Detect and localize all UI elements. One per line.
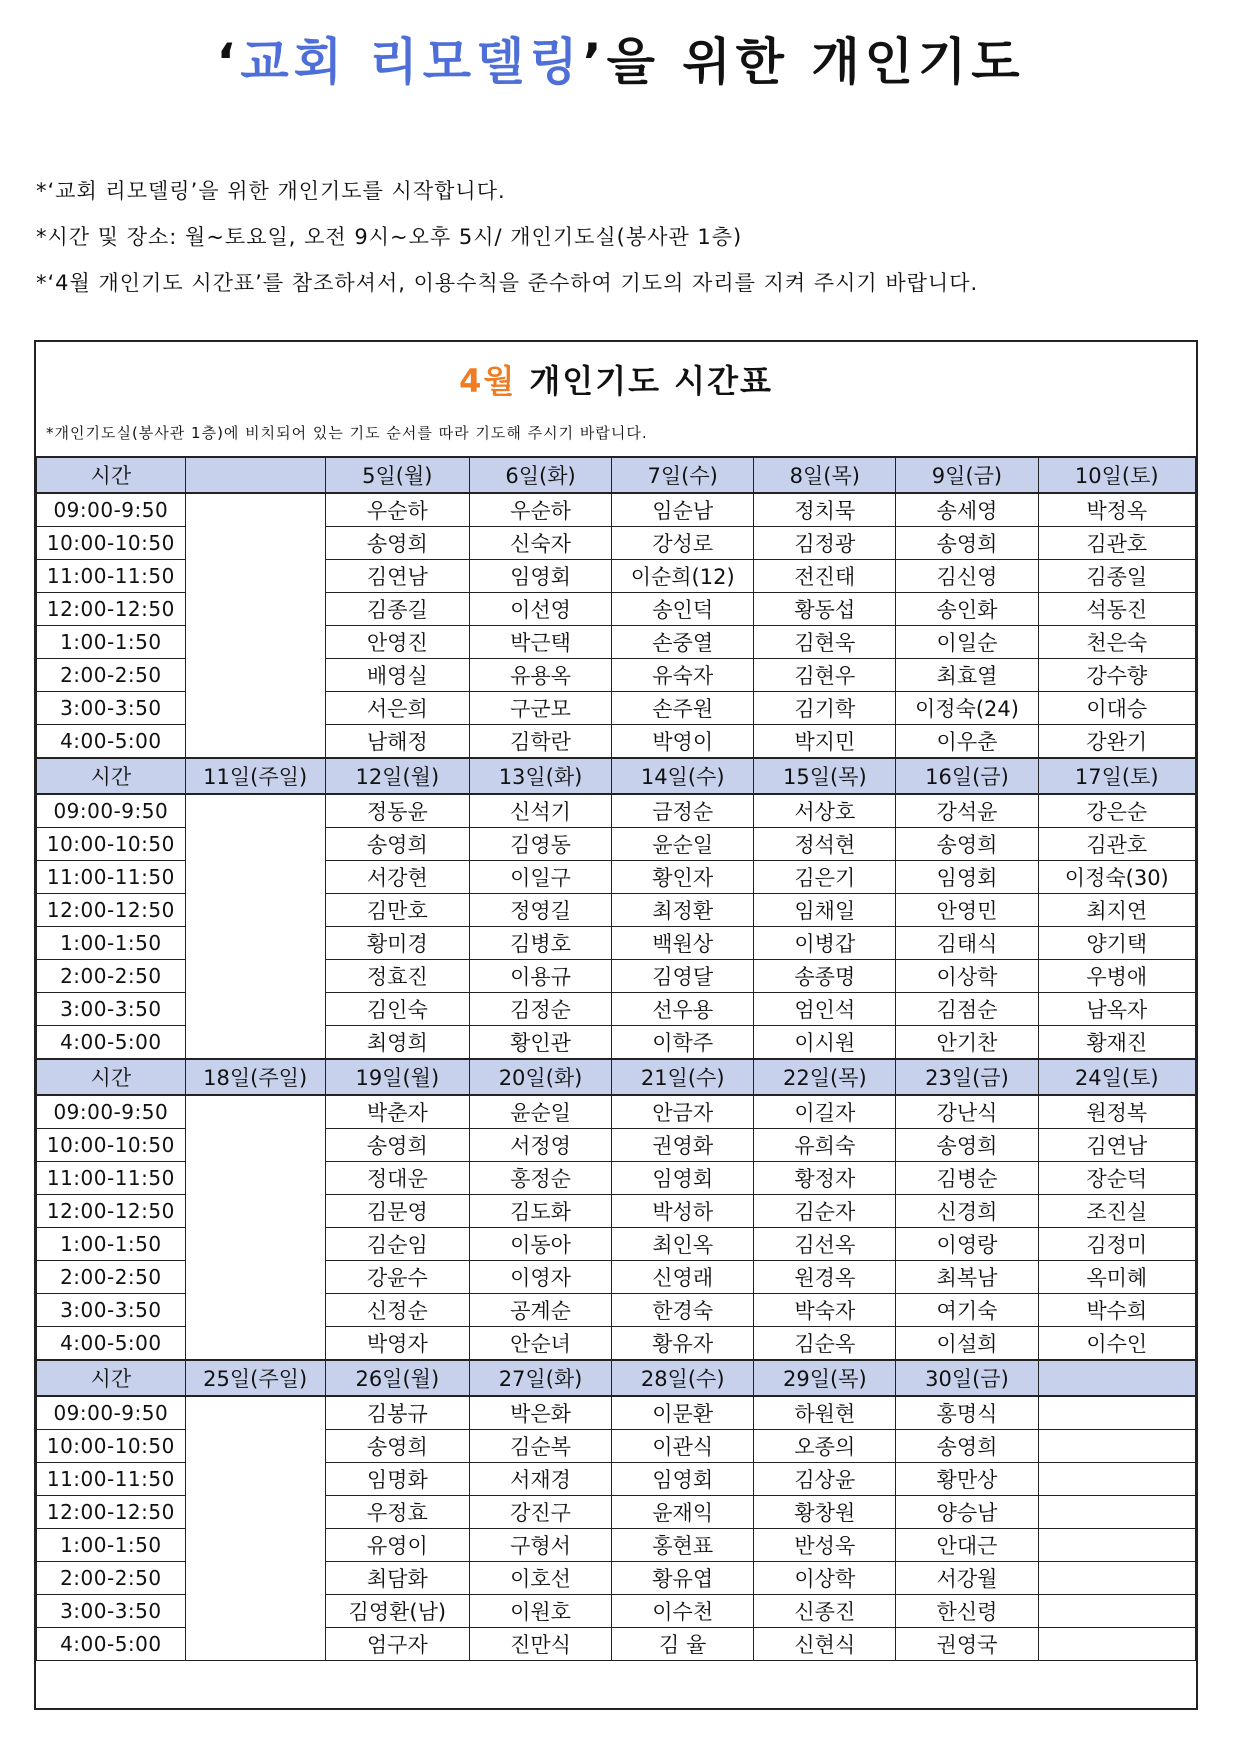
intro-line-guidance: *‘4월 개인기도 시간표’를 참조하셔서, 이용수칙을 준수하여 기도의 자리를 지켜 주시기 바랍니다. — [36, 271, 979, 295]
name-cell: 김은기 — [754, 861, 896, 894]
name-cell: 박영이 — [612, 725, 754, 759]
name-cell: 이학주 — [612, 1026, 754, 1060]
name-cell — [1038, 1496, 1195, 1529]
day-header: 19일(월) — [325, 1059, 469, 1095]
name-cell: 권영화 — [612, 1129, 754, 1162]
name-cell: 공계순 — [469, 1294, 611, 1327]
name-cell: 우정효 — [325, 1496, 469, 1529]
name-cell: 안영진 — [325, 626, 469, 659]
name-cell: 정효진 — [325, 960, 469, 993]
name-cell: 김영동 — [469, 828, 611, 861]
time-slot: 2:00-2:50 — [37, 960, 186, 993]
name-cell: 천은숙 — [1038, 626, 1195, 659]
name-cell: 서정영 — [469, 1129, 611, 1162]
day-header: 14일(수) — [612, 758, 754, 794]
schedule-title — [36, 356, 1196, 402]
day-header: 24일(토) — [1038, 1059, 1195, 1095]
day-header: 8일(목) — [754, 457, 896, 493]
name-cell: 석동진 — [1038, 593, 1195, 626]
name-cell: 임영회 — [896, 861, 1038, 894]
name-cell: 서상호 — [754, 794, 896, 828]
name-cell: 임채일 — [754, 894, 896, 927]
name-cell: 유숙자 — [612, 659, 754, 692]
table-row — [37, 493, 1196, 527]
name-cell: 홍현표 — [612, 1529, 754, 1562]
name-cell: 김관호 — [1038, 828, 1195, 861]
name-cell: 강은순 — [1038, 794, 1195, 828]
name-cell: 박숙자 — [754, 1294, 896, 1327]
time-slot: 10:00-10:50 — [37, 1129, 186, 1162]
name-cell: 남해정 — [325, 725, 469, 759]
name-cell: 엄인석 — [754, 993, 896, 1026]
name-cell: 신경희 — [896, 1195, 1038, 1228]
name-cell: 권영국 — [896, 1628, 1038, 1661]
name-cell: 강진구 — [469, 1496, 611, 1529]
name-cell: 서재경 — [469, 1463, 611, 1496]
name-cell: 안기찬 — [896, 1026, 1038, 1060]
name-cell: 손주원 — [612, 692, 754, 725]
name-cell: 윤재익 — [612, 1496, 754, 1529]
name-cell: 안영민 — [896, 894, 1038, 927]
name-cell: 옥미혜 — [1038, 1261, 1195, 1294]
name-cell: 김상윤 — [754, 1463, 896, 1496]
name-cell: 강완기 — [1038, 725, 1195, 759]
time-slot: 12:00-12:50 — [37, 1195, 186, 1228]
name-cell: 김연남 — [1038, 1129, 1195, 1162]
name-cell: 황재진 — [1038, 1026, 1195, 1060]
time-slot: 11:00-11:50 — [37, 560, 186, 593]
name-cell: 김정미 — [1038, 1228, 1195, 1261]
time-header: 시간 — [37, 1059, 186, 1095]
name-cell: 이정숙(24) — [896, 692, 1038, 725]
name-cell: 이우춘 — [896, 725, 1038, 759]
name-cell: 김순복 — [469, 1430, 611, 1463]
time-slot: 3:00-3:50 — [37, 1294, 186, 1327]
name-cell: 황미경 — [325, 927, 469, 960]
name-cell: 박수희 — [1038, 1294, 1195, 1327]
schedule-title-rest: 개인기도 시간표 — [516, 362, 773, 400]
schedule-note: *개인기도실(봉사관 1층)에 비치되어 있는 기도 순서를 따라 기도해 주시기 바랍니다. — [46, 424, 648, 442]
name-cell: 임영회 — [612, 1162, 754, 1195]
name-cell: 김신영 — [896, 560, 1038, 593]
name-cell: 김인숙 — [325, 993, 469, 1026]
day-header: 15일(목) — [754, 758, 896, 794]
sunday-blank-cell — [185, 1396, 325, 1661]
time-slot: 3:00-3:50 — [37, 692, 186, 725]
name-cell: 정동윤 — [325, 794, 469, 828]
sunday-header — [185, 457, 325, 493]
name-cell: 김기학 — [754, 692, 896, 725]
name-cell: 이관식 — [612, 1430, 754, 1463]
name-cell: 금정순 — [612, 794, 754, 828]
time-slot: 4:00-5:00 — [37, 1026, 186, 1060]
name-cell: 양기택 — [1038, 927, 1195, 960]
time-header: 시간 — [37, 457, 186, 493]
name-cell: 선우용 — [612, 993, 754, 1026]
time-slot: 1:00-1:50 — [37, 1228, 186, 1261]
name-cell: 진만식 — [469, 1628, 611, 1661]
day-header: 26일(월) — [325, 1360, 469, 1396]
name-cell: 신영래 — [612, 1261, 754, 1294]
time-slot: 1:00-1:50 — [37, 626, 186, 659]
name-cell: 송영희 — [896, 1430, 1038, 1463]
name-cell: 김영환(남) — [325, 1595, 469, 1628]
name-cell — [1038, 1430, 1195, 1463]
name-cell: 이일구 — [469, 861, 611, 894]
time-slot: 11:00-11:50 — [37, 861, 186, 894]
name-cell: 김병호 — [469, 927, 611, 960]
name-cell: 김병순 — [896, 1162, 1038, 1195]
name-cell: 송인덕 — [612, 593, 754, 626]
name-cell: 강수향 — [1038, 659, 1195, 692]
day-header: 16일(금) — [896, 758, 1038, 794]
week-header-row — [37, 1360, 1196, 1396]
name-cell: 박영자 — [325, 1327, 469, 1361]
week-header-row — [37, 457, 1196, 493]
name-cell: 황창원 — [754, 1496, 896, 1529]
name-cell: 최담화 — [325, 1562, 469, 1595]
name-cell: 송영희 — [325, 828, 469, 861]
day-header: 7일(수) — [612, 457, 754, 493]
name-cell: 우병애 — [1038, 960, 1195, 993]
time-slot: 1:00-1:50 — [37, 1529, 186, 1562]
name-cell: 이수인 — [1038, 1327, 1195, 1361]
sunday-header: 18일(주일) — [185, 1059, 325, 1095]
name-cell: 윤순일 — [612, 828, 754, 861]
time-slot: 11:00-11:50 — [37, 1463, 186, 1496]
name-cell: 김문영 — [325, 1195, 469, 1228]
name-cell: 남옥자 — [1038, 993, 1195, 1026]
time-slot: 3:00-3:50 — [37, 1595, 186, 1628]
name-cell: 이순희(12) — [612, 560, 754, 593]
name-cell: 배영실 — [325, 659, 469, 692]
name-cell: 황인관 — [469, 1026, 611, 1060]
name-cell: 반성욱 — [754, 1529, 896, 1562]
name-cell: 정치묵 — [754, 493, 896, 527]
name-cell: 이상학 — [754, 1562, 896, 1595]
day-header: 20일(화) — [469, 1059, 611, 1095]
name-cell: 정석현 — [754, 828, 896, 861]
name-cell: 최복남 — [896, 1261, 1038, 1294]
name-cell: 신석기 — [469, 794, 611, 828]
name-cell: 박근택 — [469, 626, 611, 659]
name-cell: 송영희 — [325, 527, 469, 560]
name-cell: 최정환 — [612, 894, 754, 927]
name-cell: 서강월 — [896, 1562, 1038, 1595]
table-row — [37, 794, 1196, 828]
name-cell: 박정옥 — [1038, 493, 1195, 527]
name-cell: 박춘자 — [325, 1095, 469, 1129]
name-cell — [1038, 1529, 1195, 1562]
time-slot: 2:00-2:50 — [37, 1261, 186, 1294]
name-cell: 이상학 — [896, 960, 1038, 993]
name-cell: 전진태 — [754, 560, 896, 593]
day-header — [1038, 1360, 1195, 1396]
time-header: 시간 — [37, 758, 186, 794]
time-slot: 3:00-3:50 — [37, 993, 186, 1026]
table-row — [37, 1095, 1196, 1129]
intro-line-time-place: *시간 및 장소: 월~토요일, 오전 9시~오후 5시/ 개인기도실(봉사관 1층) — [36, 225, 743, 249]
time-slot: 2:00-2:50 — [37, 1562, 186, 1595]
name-cell: 이설희 — [896, 1327, 1038, 1361]
name-cell: 임영회 — [469, 560, 611, 593]
time-slot: 12:00-12:50 — [37, 1496, 186, 1529]
name-cell: 안금자 — [612, 1095, 754, 1129]
name-cell: 장순덕 — [1038, 1162, 1195, 1195]
day-header: 29일(목) — [754, 1360, 896, 1396]
time-slot: 09:00-9:50 — [37, 1095, 186, 1129]
day-header: 12일(월) — [325, 758, 469, 794]
table-row — [37, 1396, 1196, 1430]
name-cell: 서강현 — [325, 861, 469, 894]
name-cell: 임영회 — [612, 1463, 754, 1496]
name-cell: 한신령 — [896, 1595, 1038, 1628]
name-cell: 김 율 — [612, 1628, 754, 1661]
name-cell: 김점순 — [896, 993, 1038, 1026]
name-cell: 송영희 — [325, 1430, 469, 1463]
name-cell: 엄구자 — [325, 1628, 469, 1661]
name-cell: 송영희 — [896, 527, 1038, 560]
intro-line-start: *‘교회 리모델링’을 위한 개인기도를 시작합니다. — [36, 179, 506, 203]
name-cell: 이영자 — [469, 1261, 611, 1294]
name-cell: 우순하 — [469, 493, 611, 527]
name-cell — [1038, 1396, 1195, 1430]
name-cell: 이영랑 — [896, 1228, 1038, 1261]
day-header: 23일(금) — [896, 1059, 1038, 1095]
name-cell: 원경옥 — [754, 1261, 896, 1294]
name-cell: 신숙자 — [469, 527, 611, 560]
name-cell: 황동섭 — [754, 593, 896, 626]
name-cell: 한경숙 — [612, 1294, 754, 1327]
time-slot: 10:00-10:50 — [37, 828, 186, 861]
day-header: 10일(토) — [1038, 457, 1195, 493]
title-open-quote: ‘ — [216, 33, 241, 91]
name-cell: 김정순 — [469, 993, 611, 1026]
name-cell: 김정광 — [754, 527, 896, 560]
name-cell: 송종명 — [754, 960, 896, 993]
title-rest: ’을 위한 개인기도 — [582, 33, 1025, 91]
time-slot: 09:00-9:50 — [37, 794, 186, 828]
name-cell: 박지민 — [754, 725, 896, 759]
time-slot: 4:00-5:00 — [37, 1628, 186, 1661]
name-cell: 김순자 — [754, 1195, 896, 1228]
sunday-blank-cell — [185, 493, 325, 758]
time-slot: 10:00-10:50 — [37, 527, 186, 560]
day-header: 21일(수) — [612, 1059, 754, 1095]
name-cell: 안대근 — [896, 1529, 1038, 1562]
time-slot: 09:00-9:50 — [37, 493, 186, 527]
name-cell — [1038, 1595, 1195, 1628]
name-cell: 김종길 — [325, 593, 469, 626]
sunday-blank-cell — [185, 1095, 325, 1360]
schedule-title-month: 4월 — [459, 362, 517, 400]
intro-notes — [36, 168, 978, 306]
page-title — [0, 22, 1241, 94]
day-header: 28일(수) — [612, 1360, 754, 1396]
name-cell: 김순임 — [325, 1228, 469, 1261]
name-cell: 황만상 — [896, 1463, 1038, 1496]
name-cell: 김영달 — [612, 960, 754, 993]
day-header: 5일(월) — [325, 457, 469, 493]
name-cell: 구형서 — [469, 1529, 611, 1562]
name-cell: 황유자 — [612, 1327, 754, 1361]
name-cell: 하원현 — [754, 1396, 896, 1430]
time-slot: 4:00-5:00 — [37, 725, 186, 759]
name-cell: 이용규 — [469, 960, 611, 993]
time-slot: 1:00-1:50 — [37, 927, 186, 960]
schedule-table — [36, 456, 1196, 1661]
title-highlight: 교회 리모델링 — [240, 33, 583, 91]
name-cell: 김현욱 — [754, 626, 896, 659]
week-header-row — [37, 1059, 1196, 1095]
sunday-header: 25일(주일) — [185, 1360, 325, 1396]
name-cell: 오종의 — [754, 1430, 896, 1463]
name-cell: 이길자 — [754, 1095, 896, 1129]
name-cell: 송인화 — [896, 593, 1038, 626]
name-cell: 강석윤 — [896, 794, 1038, 828]
name-cell: 임순남 — [612, 493, 754, 527]
name-cell: 김선옥 — [754, 1228, 896, 1261]
sunday-blank-cell — [185, 794, 325, 1059]
name-cell: 송영희 — [896, 1129, 1038, 1162]
name-cell: 안순녀 — [469, 1327, 611, 1361]
day-header: 30일(금) — [896, 1360, 1038, 1396]
name-cell: 최효열 — [896, 659, 1038, 692]
name-cell: 강윤수 — [325, 1261, 469, 1294]
name-cell: 황인자 — [612, 861, 754, 894]
name-cell: 원정복 — [1038, 1095, 1195, 1129]
name-cell: 김만호 — [325, 894, 469, 927]
name-cell: 김관호 — [1038, 527, 1195, 560]
name-cell: 유희숙 — [754, 1129, 896, 1162]
name-cell: 강성로 — [612, 527, 754, 560]
name-cell: 홍정순 — [469, 1162, 611, 1195]
name-cell: 이선영 — [469, 593, 611, 626]
day-header: 9일(금) — [896, 457, 1038, 493]
name-cell: 김순옥 — [754, 1327, 896, 1361]
name-cell: 손중열 — [612, 626, 754, 659]
name-cell: 신종진 — [754, 1595, 896, 1628]
name-cell: 이동아 — [469, 1228, 611, 1261]
name-cell: 양승남 — [896, 1496, 1038, 1529]
name-cell: 여기숙 — [896, 1294, 1038, 1327]
name-cell — [1038, 1562, 1195, 1595]
name-cell: 정대운 — [325, 1162, 469, 1195]
sunday-header: 11일(주일) — [185, 758, 325, 794]
name-cell: 신정순 — [325, 1294, 469, 1327]
name-cell: 서은희 — [325, 692, 469, 725]
name-cell: 송영희 — [896, 828, 1038, 861]
name-cell: 홍명식 — [896, 1396, 1038, 1430]
name-cell — [1038, 1463, 1195, 1496]
name-cell: 신현식 — [754, 1628, 896, 1661]
name-cell: 조진실 — [1038, 1195, 1195, 1228]
name-cell: 황유엽 — [612, 1562, 754, 1595]
name-cell: 김연남 — [325, 560, 469, 593]
name-cell: 이병갑 — [754, 927, 896, 960]
name-cell: 박은화 — [469, 1396, 611, 1430]
name-cell: 윤순일 — [469, 1095, 611, 1129]
time-slot: 12:00-12:50 — [37, 593, 186, 626]
name-cell: 김종일 — [1038, 560, 1195, 593]
name-cell: 이시원 — [754, 1026, 896, 1060]
name-cell: 김태식 — [896, 927, 1038, 960]
day-header: 27일(화) — [469, 1360, 611, 1396]
name-cell: 정영길 — [469, 894, 611, 927]
name-cell: 이수천 — [612, 1595, 754, 1628]
name-cell: 김현우 — [754, 659, 896, 692]
name-cell: 송세영 — [896, 493, 1038, 527]
name-cell: 이정숙(30) — [1038, 861, 1195, 894]
time-slot: 12:00-12:50 — [37, 894, 186, 927]
time-slot: 2:00-2:50 — [37, 659, 186, 692]
name-cell: 우순하 — [325, 493, 469, 527]
name-cell: 이대승 — [1038, 692, 1195, 725]
time-slot: 10:00-10:50 — [37, 1430, 186, 1463]
name-cell: 이문환 — [612, 1396, 754, 1430]
name-cell: 구군모 — [469, 692, 611, 725]
name-cell: 송영희 — [325, 1129, 469, 1162]
time-slot: 11:00-11:50 — [37, 1162, 186, 1195]
name-cell: 김봉규 — [325, 1396, 469, 1430]
name-cell: 이원호 — [469, 1595, 611, 1628]
day-header: 13일(화) — [469, 758, 611, 794]
time-slot: 09:00-9:50 — [37, 1396, 186, 1430]
name-cell: 강난식 — [896, 1095, 1038, 1129]
name-cell: 최영희 — [325, 1026, 469, 1060]
name-cell: 최인옥 — [612, 1228, 754, 1261]
day-header: 17일(토) — [1038, 758, 1195, 794]
name-cell — [1038, 1628, 1195, 1661]
name-cell: 황정자 — [754, 1162, 896, 1195]
name-cell: 백원상 — [612, 927, 754, 960]
name-cell: 유용옥 — [469, 659, 611, 692]
day-header: 6일(화) — [469, 457, 611, 493]
name-cell: 김도화 — [469, 1195, 611, 1228]
time-slot: 4:00-5:00 — [37, 1327, 186, 1361]
name-cell: 이일순 — [896, 626, 1038, 659]
schedule-panel — [34, 340, 1198, 1710]
day-header: 22일(목) — [754, 1059, 896, 1095]
time-header: 시간 — [37, 1360, 186, 1396]
name-cell: 박성하 — [612, 1195, 754, 1228]
name-cell: 최지연 — [1038, 894, 1195, 927]
name-cell: 이호선 — [469, 1562, 611, 1595]
week-header-row — [37, 758, 1196, 794]
name-cell: 유영이 — [325, 1529, 469, 1562]
name-cell: 임명화 — [325, 1463, 469, 1496]
name-cell: 김학란 — [469, 725, 611, 759]
